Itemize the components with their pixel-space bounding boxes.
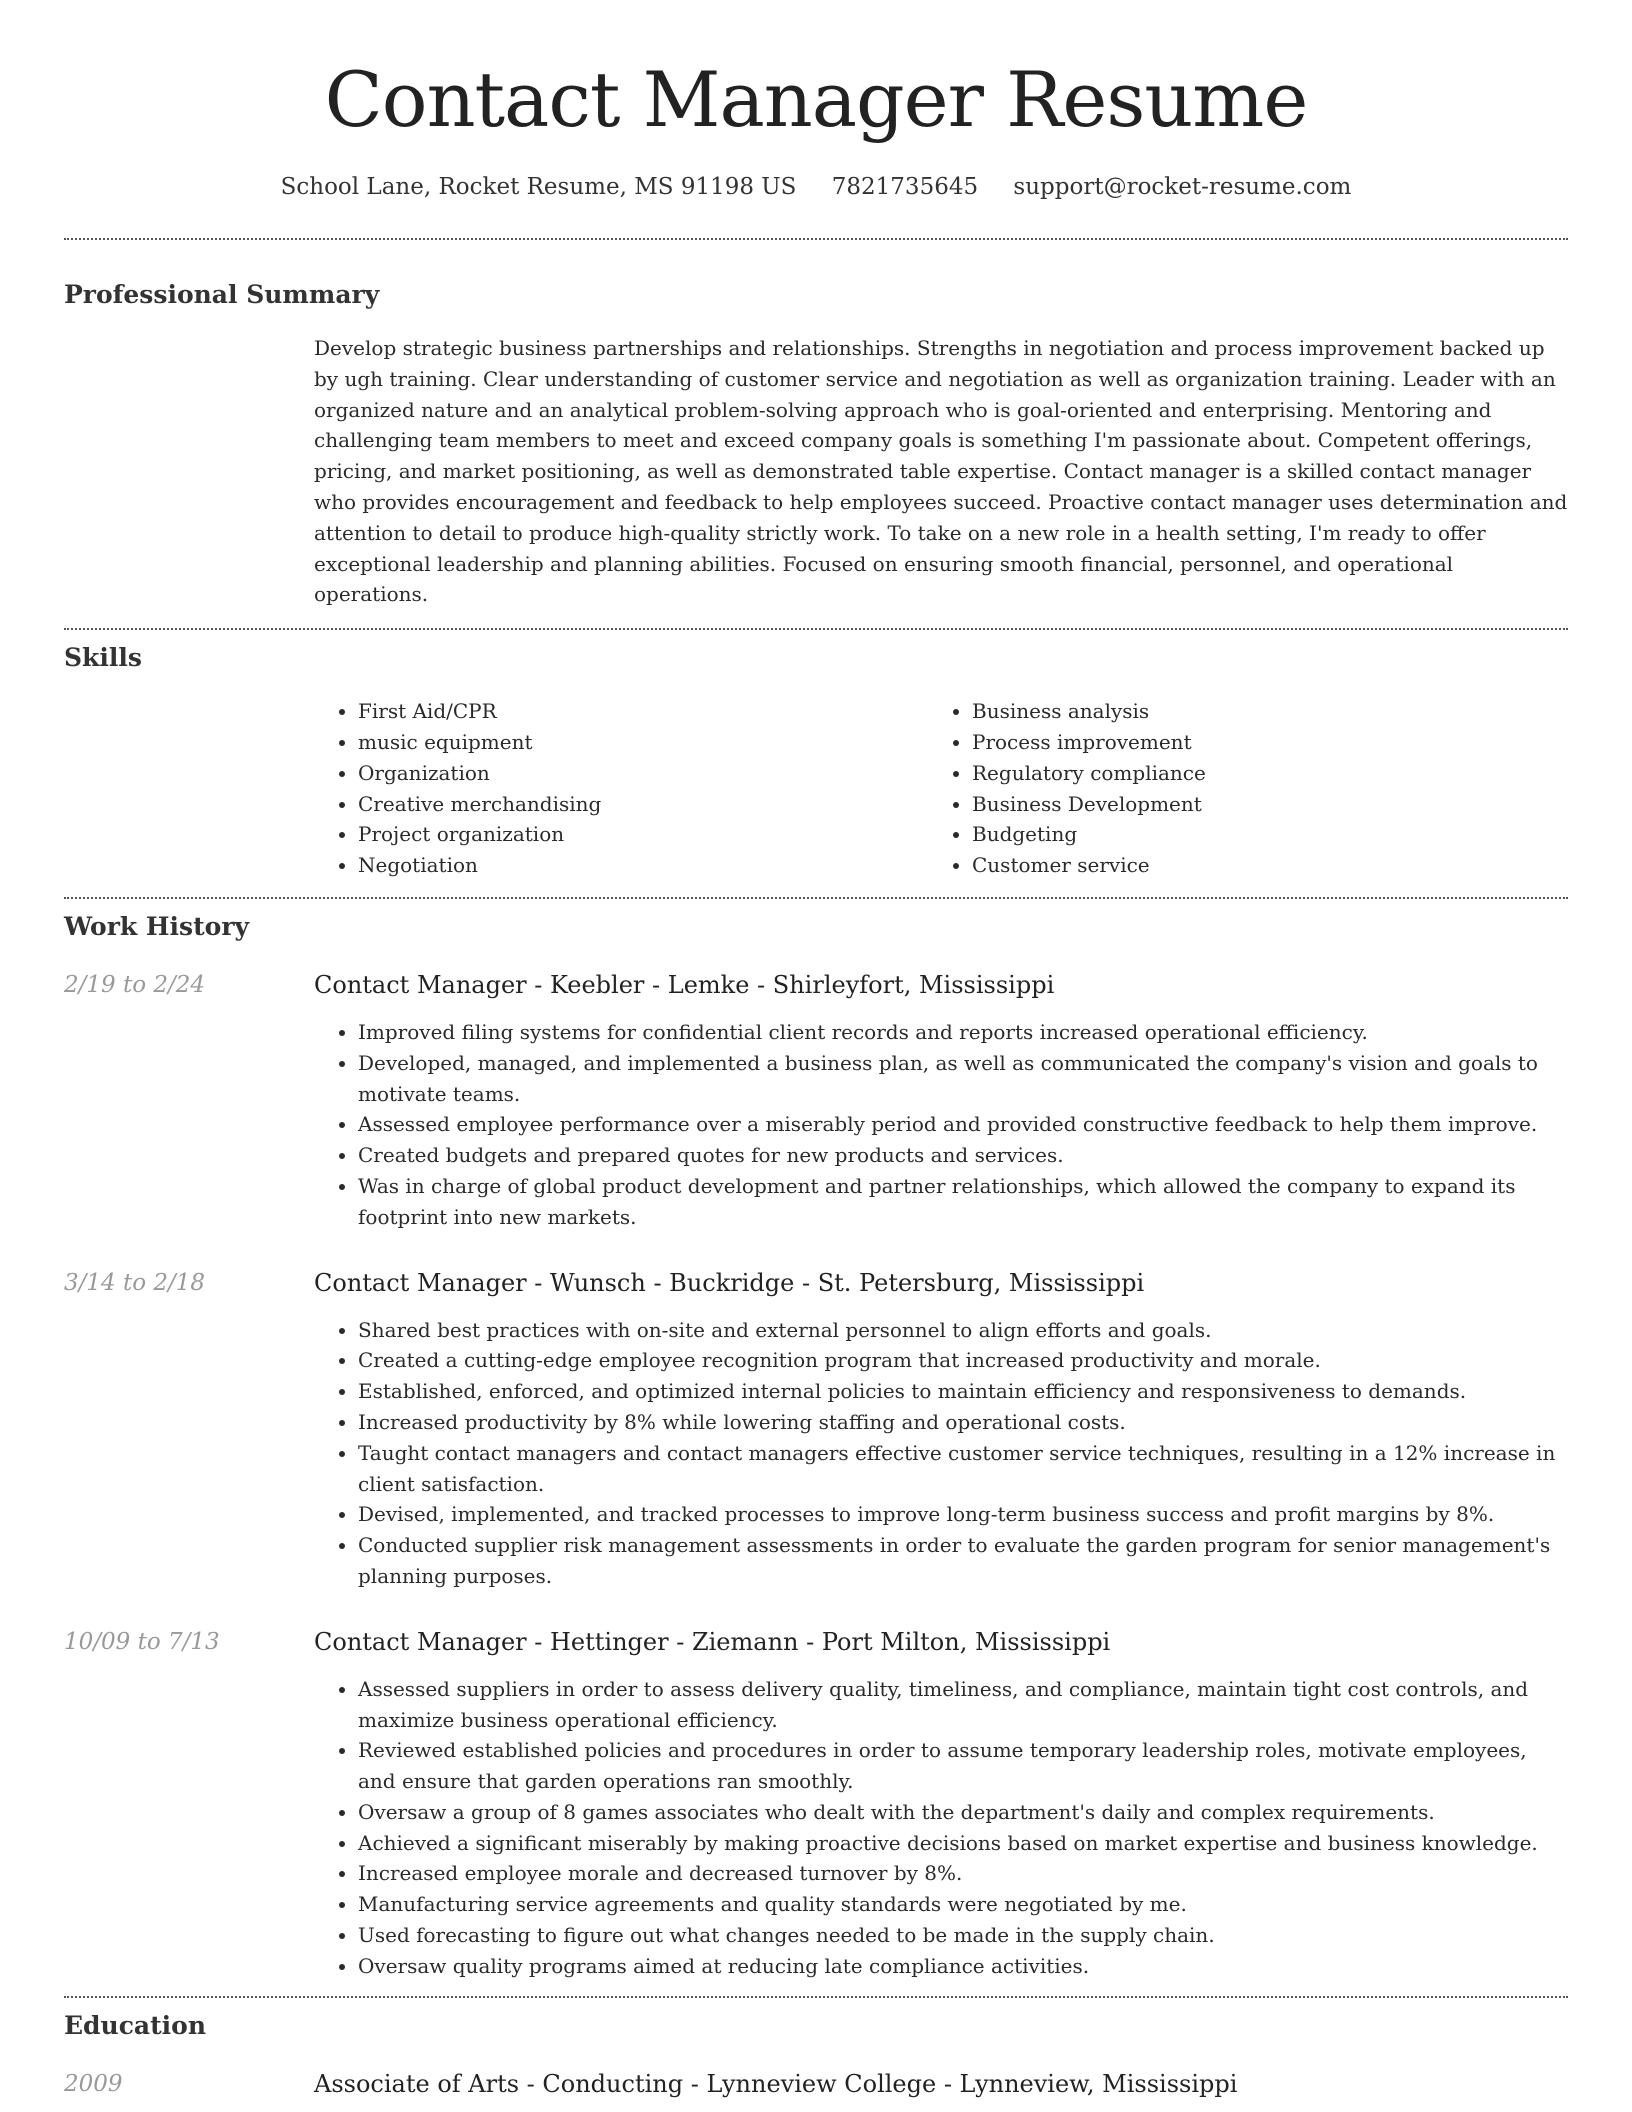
job-bullets bbox=[314, 1315, 1568, 1592]
skill-item: • Creative merchandising bbox=[358, 789, 928, 820]
job-bullets bbox=[314, 1674, 1568, 1982]
skill-item: • music equipment bbox=[358, 727, 928, 758]
contact-line bbox=[64, 172, 1568, 202]
job-bullet: • Assessed suppliers in order to assess delivery quality, timeliness, and compliance, maintain tight cost controls, and maximize business operational efficiency. bbox=[358, 1674, 1568, 1736]
email-text: support@rocket-resume.com bbox=[1013, 174, 1352, 200]
job-bullet: • Established, enforced, and optimized internal policies to maintain efficiency and responsiveness to demands. bbox=[358, 1376, 1568, 1407]
job-bullet: • Created budgets and prepared quotes for new products and services. bbox=[358, 1140, 1568, 1171]
job-bullet: • Increased employee morale and decreased turnover by 8%. bbox=[358, 1858, 1568, 1889]
skills-section bbox=[64, 630, 1568, 881]
skill-item: • Regulatory compliance bbox=[972, 758, 1542, 789]
skills-list bbox=[314, 696, 1568, 881]
skill-item: • Customer service bbox=[972, 850, 1542, 881]
job-bullets bbox=[314, 1017, 1568, 1233]
summary-text: Develop strategic business partnerships and relationships. Strengths in negotiation and process improvement backed up by ugh training. Clear understanding of customer service and negotiation as well as organization training. Leader with an organized nature and an analytical problem-solving approach who is goal-oriented and enterprising. Mentoring and challenging team members to meet and exceed company goals is something I'm passionate about. Competent offerings, pricing, and market positioning, as well as demonstrated table expertise. Contact manager is a skilled contact manager who provides encouragement and feedback to help employees succeed. Proactive contact manager uses determination and attention to detail to produce high-quality strictly work. To take on a new role in a health setting, I'm ready to offer exceptional leadership and planning abilities. Focused on ensuring smooth financial, personnel, and operational operations. bbox=[314, 336, 1568, 607]
work-history-section bbox=[64, 899, 1568, 1982]
job-title: Contact Manager - Hettinger - Ziemann - Port Milton, Mississippi bbox=[314, 1627, 1111, 1656]
phone-text: 7821735645 bbox=[831, 174, 979, 200]
education-body bbox=[314, 2068, 1568, 2100]
job-bullet: • Created a cutting-edge employee recognition program that increased productivity and morale. bbox=[358, 1345, 1568, 1376]
job-bullet: • Oversaw a group of 8 games associates who dealt with the department's daily and complex requirements. bbox=[358, 1797, 1568, 1828]
job-bullet: • Increased productivity by 8% while lowering staffing and operational costs. bbox=[358, 1407, 1568, 1438]
job-entry bbox=[64, 1267, 1568, 1592]
section-heading-skills: Skills bbox=[64, 643, 142, 673]
job-title: Contact Manager - Wunsch - Buckridge - St. Petersburg, Mississippi bbox=[314, 1268, 1145, 1297]
job-entry bbox=[64, 1626, 1568, 1982]
skill-item: • Process improvement bbox=[972, 727, 1542, 758]
job-title: Contact Manager - Keebler - Lemke - Shirleyfort, Mississippi bbox=[314, 970, 1055, 999]
job-body bbox=[314, 1626, 1568, 1982]
education-title: Associate of Arts - Conducting - Lynneview College - Lynneview, Mississippi bbox=[314, 2069, 1238, 2098]
skill-item: • Organization bbox=[358, 758, 928, 789]
job-date: 10/09 to 7/13 bbox=[64, 1628, 220, 1655]
education-date: 2009 bbox=[64, 2070, 123, 2097]
job-date: 3/14 to 2/18 bbox=[64, 1269, 206, 1296]
job-bullet: • Used forecasting to figure out what changes needed to be made in the supply chain. bbox=[358, 1920, 1568, 1951]
summary-section bbox=[64, 240, 1568, 610]
skill-item: • Budgeting bbox=[972, 819, 1542, 850]
job-bullet: • Oversaw quality programs aimed at reducing late compliance activities. bbox=[358, 1951, 1568, 1982]
job-bullet: • Taught contact managers and contact managers effective customer service techniques, resulting in a 12% increase in client satisfaction. bbox=[358, 1438, 1568, 1500]
job-bullet: • Manufacturing service agreements and quality standards were negotiated by me. bbox=[358, 1889, 1568, 1920]
resume-page bbox=[64, 0, 1568, 2100]
job-entry bbox=[64, 969, 1568, 1233]
skill-item: • Business Development bbox=[972, 789, 1542, 820]
section-heading-summary: Professional Summary bbox=[64, 280, 380, 309]
job-bullet: • Assessed employee performance over a miserably period and provided constructive feedback to help them improve. bbox=[358, 1109, 1568, 1140]
job-bullet: • Was in charge of global product development and partner relationships, which allowed the company to expand its footprint into new markets. bbox=[358, 1171, 1568, 1233]
job-bullet: • Reviewed established policies and procedures in order to assume temporary leadership roles, motivate employees, and ensure that garden operations ran smoothly. bbox=[358, 1735, 1568, 1797]
section-heading-education: Education bbox=[64, 2010, 207, 2040]
resume-title: Contact Manager Resume bbox=[324, 55, 1308, 144]
skill-item: • Project organization bbox=[358, 819, 928, 850]
education-entry bbox=[64, 2068, 1568, 2100]
job-bullet: • Improved filing systems for confidential client records and reports increased operational efficiency. bbox=[358, 1017, 1568, 1048]
skill-item: • Business analysis bbox=[972, 696, 1542, 727]
job-body bbox=[314, 969, 1568, 1233]
job-date: 2/19 to 2/24 bbox=[64, 971, 206, 998]
job-bullet: • Achieved a significant miserably by making proactive decisions based on market expertise and business knowledge. bbox=[358, 1828, 1568, 1859]
education-section bbox=[64, 1998, 1568, 2100]
skill-item: • First Aid/CPR bbox=[358, 696, 928, 727]
job-bullet: • Shared best practices with on-site and external personnel to align efforts and goals. bbox=[358, 1315, 1568, 1346]
section-heading-work: Work History bbox=[64, 911, 250, 941]
job-bullet: • Developed, managed, and implemented a business plan, as well as communicated the company's vision and goals to motivate teams. bbox=[358, 1048, 1568, 1110]
skill-item: • Negotiation bbox=[358, 850, 928, 881]
job-bullet: • Devised, implemented, and tracked processes to improve long-term business success and profit margins by 8%. bbox=[358, 1499, 1568, 1530]
skills-column-right bbox=[928, 696, 1542, 881]
job-body bbox=[314, 1267, 1568, 1592]
job-bullet: • Conducted supplier risk management assessments in order to evaluate the garden program for senior management's planning purposes. bbox=[358, 1530, 1568, 1592]
address-text: School Lane, Rocket Resume, MS 91198 US bbox=[280, 174, 797, 200]
skills-column-left bbox=[314, 696, 928, 881]
